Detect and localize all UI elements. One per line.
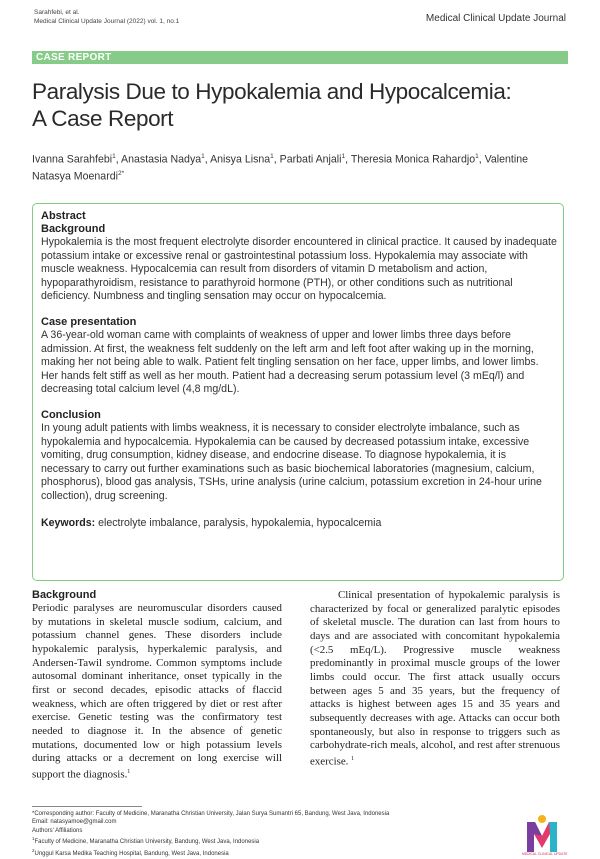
body-column-left xyxy=(32,589,282,782)
running-header xyxy=(34,8,179,26)
body-column-right xyxy=(310,589,560,769)
affiliations-label: Authors' Affiliations xyxy=(32,827,83,834)
author-affiliation-mark: 1 xyxy=(475,153,479,160)
body-paragraph xyxy=(32,602,282,782)
affiliation-text: Unggul Karsa Medika Teaching Hospital, Bandung, West Java, Indonesia xyxy=(34,850,229,857)
article-type-band xyxy=(32,51,568,64)
abstract-heading: Abstract xyxy=(41,210,86,222)
title-line-2: A Case Report xyxy=(32,106,174,131)
author-name: Parbati Anjali xyxy=(279,153,342,166)
author-name: Anisya Lisna xyxy=(210,153,271,166)
body-paragraph xyxy=(310,589,560,769)
reference-mark: 1 xyxy=(351,755,355,762)
author-name: Ivanna Sarahfebi xyxy=(32,153,113,166)
abstract-conclusion-text: In young adult patients with limbs weakness, it is necessary to consider electrolyte imbalance, such as hypokalemia and hypocalcemia. Hypokalemia can be caused by decreased potassium intake, excessive vomiting, drug consumption, kidney disease, and endocrine disease. To diagnose hypokalemia, it is necessary to carry out further examinations such as basic biochemical laboratories (magnesium, calcium, phosphorus), blood gas analysis, TSHs, urine analysis (urine calcium, potassium excretion in 24-hour urine collection), drug screening. xyxy=(41,421,542,502)
affiliation-mark: 2 xyxy=(32,847,35,853)
author-affiliation-mark: 1 xyxy=(341,153,346,160)
author-affiliation-mark: 1 xyxy=(112,153,116,160)
author-affiliation-mark: 1 xyxy=(201,153,205,160)
corresponding-author: *Corresponding author: Faculty of Medicine, Maranatha Christian University, Jalan Surya Sumantri 65, Bandung, West Java, Indonesia xyxy=(32,811,390,817)
background-heading: Background xyxy=(32,589,97,601)
affiliation-2 xyxy=(32,847,472,858)
keywords-label: Keywords: xyxy=(41,516,96,529)
abstract-conclusion-heading: Conclusion xyxy=(41,408,101,421)
header-author: Sarahfebi, et al. xyxy=(34,9,80,16)
author-name: Valentine Natasya Moenardi xyxy=(32,153,528,183)
author-name: Theresia Monica Rahardjo xyxy=(350,153,476,166)
author-email: Email: natasyamoe@gmail.com xyxy=(32,819,117,826)
logo-caption: MEDICAL CLINICAL UPDATE xyxy=(522,852,568,856)
journal-logo-icon xyxy=(525,814,559,854)
header-citation: Medical Clinical Update Journal (2022) vol. 1, no.1 xyxy=(34,18,180,25)
abstract-case-heading: Case presentation xyxy=(41,315,137,328)
article-title xyxy=(32,78,572,132)
body-text: Clinical presentation of hypokalemic paralysis is characterized by focal or generalized paralytic episodes of skeletal muscle. The duration can last from hours to days and are associated with concomitant hypokalemia (<2.5 mEq/L). Progressive muscle weakness predominantly in proximal muscle groups of the lower limbs could occur. The first attack usually occurs between ages 5 and 35 years, but the frequency of attacks is highest between ages 15 and 35 years and subsequently decreases with age. Attacks can occur both spontaneously, but also in response to triggers such as carbohydrate-rich meals, alcohol, and rest after strenuous exercise. xyxy=(310,589,560,768)
reference-mark: 1 xyxy=(127,768,131,775)
author-affiliation-mark: 1 xyxy=(270,153,274,160)
abstract-box xyxy=(32,203,564,581)
author-name: Anastasia Nadya xyxy=(121,153,202,166)
keywords xyxy=(41,517,557,530)
footnote-rule xyxy=(32,806,142,807)
abstract-background-heading: Background xyxy=(41,223,106,235)
body-text: Periodic paralyses are neuromuscular disorders caused by mutations in skeletal muscle sodium, calcium, and potassium channel genes. These disorders include hypokalemic paralysis, hyperkalemic paralysis, and Andersen-Tawil syndrome. Common symptoms include autosomal dominant inheritance, onset typically in the first or second decades, episodic attacks of flaccid weakness, which are often triggered by diet or rest after exercise. Genetic testing was the confirmatory test needed to diagnose it. In the absence of genetic mutations, documented low or high potassium levels during attacks or a decrement on long exercise will support the diagnosis. xyxy=(32,602,282,781)
affiliation-text: Faculty of Medicine, Maranatha Christian University, Bandung, West Java, Indonesia xyxy=(34,839,260,846)
affiliation-mark: 1 xyxy=(32,836,35,842)
abstract-case-text: A 36-year-old woman came with complaints of weakness of upper and lower limbs three days before admission. At first, the weakness felt suddenly on the left arm and left foot after waking up in the morning, making her not being able to walk. Patient felt tingling sensation on her face, upper limbs, and lower limbs. Her hands felt stiff as well as her mouth. Patient had a decreasing serum potassium level (3 mEq/l) and decreasing total calcium level (4,8 mg/dL). xyxy=(41,328,539,396)
author-affiliation-mark: 2* xyxy=(117,169,125,177)
journal-name: Medical Clinical Update Journal xyxy=(425,13,566,24)
footnotes xyxy=(32,810,472,858)
affiliation-1 xyxy=(32,835,472,846)
keywords-text: electrolyte imbalance, paralysis, hypokalemia, hypocalcemia xyxy=(98,516,382,529)
author-list: Ivanna Sarahfebi$^1$, Anastasia Nadya$^1$, Anisya Lisna$^1$, Parbati Anjali$^1$, Theresia Monica Rahardjo$^1$, Valentine Natasya Moenardi$^{2*}$ xyxy=(32,153,528,183)
title-line-1: Paralysis Due to Hypokalemia and Hypocalcemia: xyxy=(32,79,512,104)
article-type-label: CASE REPORT xyxy=(36,52,112,63)
abstract-background-text: Hypokalemia is the most frequent electrolyte disorder encountered in clinical practice. It caused by inadequate potassium intake or excessive renal or gastrointestinal potassium loss. Hypokalemia may associate with muscle weakness. Hypocalcemia can result from disorders of vitamin D metabolism and action, hypoparathyroidism, resistance to parathyroid hormone (PTH), or other conditions such as nutritional deficiency. Numbness and tingling sensation may occur on hypocalcemia. xyxy=(41,236,557,303)
